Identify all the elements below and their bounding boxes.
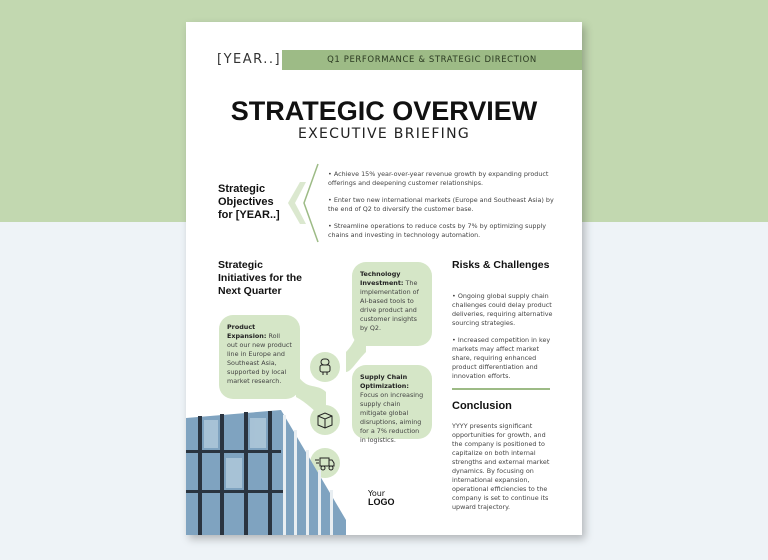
conclusion-heading: Conclusion bbox=[452, 400, 512, 412]
page-title: STRATEGIC OVERVIEW bbox=[230, 96, 538, 126]
divider bbox=[452, 388, 550, 390]
tech-investment-card: Technology Investment: The implementation of AI-based tools to drive product and customer insights by Q2. bbox=[352, 262, 432, 346]
document-page bbox=[186, 22, 582, 535]
chevron-decoration-icon bbox=[284, 162, 324, 244]
supply-chain-card: Supply Chain Optimization: Focus on increasing supply chain mitigate global disruptions, aiming for a 7% reduction in logistics. bbox=[352, 365, 432, 439]
objectives-list bbox=[328, 170, 560, 248]
objective-item: • Achieve 15% year-over-year revenue growth by expanding product offerings and deepening customer relationships. bbox=[328, 170, 549, 187]
risk-item: • Ongoing global supply chain challenges could delay product deliveries, requiring alternative sourcing strategies. bbox=[452, 292, 553, 327]
company-logo: Your LOGO bbox=[368, 489, 395, 507]
header-banner: Q1 PERFORMANCE & STRATEGIC DIRECTION bbox=[282, 50, 582, 70]
product-expansion-card: Product Expansion: Roll out our new product line in Europe and Southeast Asia, supported by local market research. bbox=[219, 315, 300, 399]
page-subtitle: EXECUTIVE BRIEFING bbox=[297, 126, 471, 142]
objective-item: • Streamline operations to reduce costs by 7% by optimizing supply chains and investing in technology automation. bbox=[328, 222, 547, 239]
building-photo bbox=[186, 410, 346, 535]
risks-list bbox=[452, 292, 558, 389]
initiatives-heading: Strategic Initiatives for the Next Quarter bbox=[218, 259, 303, 297]
risk-item: • Increased competition in key markets may affect market share, requiring enhanced product differentiation and innovation efforts. bbox=[452, 336, 551, 380]
objectives-heading: Strategic Objectives for [YEAR..] bbox=[218, 183, 280, 221]
risks-heading: Risks & Challenges bbox=[452, 259, 550, 271]
objective-item: • Enter two new international markets (Europe and Southeast Asia) by the end of Q2 to diversify the customer base. bbox=[328, 196, 554, 213]
year-label: [YEAR..] bbox=[217, 52, 282, 67]
robot-icon bbox=[310, 352, 340, 382]
conclusion-text: YYYY presents significant opportunities for growth, and the company is positioned to capitalize on both internal strengths and external market dynamics. By focusing on international expansion, operational efficiencies to the company is set to continue its upward trajectory. bbox=[452, 422, 550, 511]
